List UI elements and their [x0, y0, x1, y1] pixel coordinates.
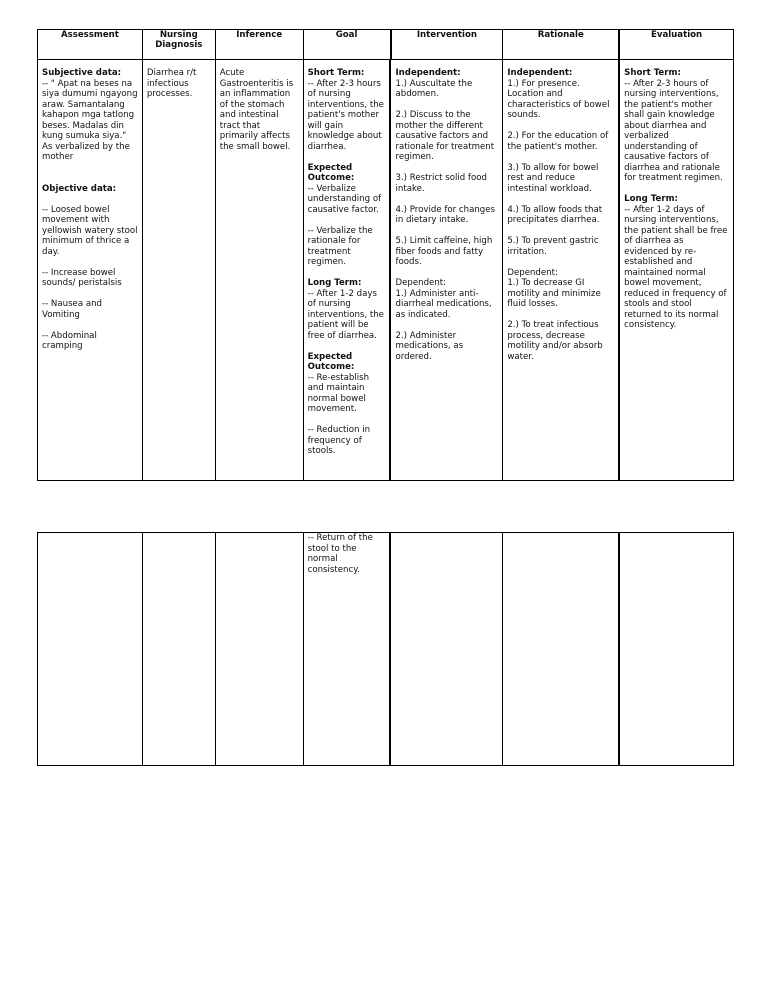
objective-item: -- Abdominal cramping [42, 330, 97, 351]
header-nursing-diagnosis: Nursing Diagnosis [143, 30, 216, 59]
evaluation-long-term-text: -- After 1-2 days of nursing interventions, the patient shall be free of diarrhea as evidenced by re-established and maintained normal bowel movement, reduced in frequency of stools and stool returned to its normal consistency. [624, 204, 728, 330]
rationale-item: 4.) To allow foods that precipitates diarrhea. [507, 204, 603, 225]
header-assessment: Assessment [38, 30, 143, 59]
header-row [38, 30, 734, 60]
goal-short-term-text: -- After 2-3 hours of nursing interventions, the patient's mother will gain knowledge about diarrhea. [307, 78, 384, 152]
care-plan-table [37, 29, 734, 481]
evaluation-short-term-label: Short Term: [624, 68, 681, 78]
objective-label: Objective data: [42, 183, 117, 194]
rationale-cell [503, 60, 620, 480]
intervention-dependent-label: Dependent: [395, 278, 447, 288]
rationale-item: 1.) For presence. Location and characteristics of bowel sounds. [507, 78, 610, 120]
intervention-item: 4.) Provide for changes in dietary intake. [395, 204, 496, 225]
intervention-independent-label: Independent: [395, 68, 461, 78]
diagnosis-cell [143, 60, 216, 480]
inference-text: Acute Gastroenteritis is an inflammation of the stomach and intestinal tract that primarily affects the small bowel. [219, 68, 294, 152]
subjective-label: Subjective data: [42, 68, 122, 78]
goal-long-term-text: -- After 1-2 days of nursing interventions, the patient will be free of diarrhea. [307, 288, 384, 341]
continuation-cell-intervention [391, 533, 503, 765]
rationale-item: 5.) To prevent gastric irritation. [507, 236, 599, 257]
goal-short-term-label: Short Term: [307, 68, 365, 78]
care-plan-continuation-table [37, 532, 734, 766]
diagnosis-text: Diarrhea r/t infectious processes. [146, 68, 197, 99]
goal-continued-text: -- Return of the stool to the normal consistency. [307, 533, 373, 575]
goal-expected-label: Expected Outcome: [307, 162, 355, 183]
objective-item: -- Nausea and Vomiting [42, 299, 103, 320]
goal-expected-item: -- Reduction in frequency of stools. [307, 425, 371, 456]
intervention-item: 1.) Administer anti-diarrheal medications, as indicated. [395, 288, 492, 320]
goal-long-term-label: Long Term: [307, 278, 362, 288]
rationale-item: 3.) To allow for bowel rest and reduce intestinal workload. [507, 162, 599, 194]
objective-item: -- Increase bowel sounds/ peristalsis [42, 267, 122, 288]
header-evaluation: Evaluation [620, 30, 734, 59]
body-row [38, 60, 734, 481]
continuation-cell-inference [216, 533, 304, 765]
evaluation-long-term-label: Long Term: [624, 194, 678, 204]
goal-expected-label: Expected Outcome: [307, 351, 355, 372]
header-inference: Inference [216, 30, 304, 59]
goal-expected-item: -- Verbalize understanding of causative factor. [307, 183, 382, 215]
intervention-item: 1.) Auscultate the abdomen. [395, 78, 473, 99]
rationale-item: 2.) To treat infectious process, decrease motility and/or absorb water. [507, 320, 603, 362]
intervention-cell [391, 60, 503, 480]
goal-expected-item: -- Re-establish and maintain normal bowel movement. [307, 372, 370, 414]
inference-cell [216, 60, 304, 480]
header-goal: Goal [304, 30, 392, 59]
rationale-dependent-label: Dependent: [507, 267, 558, 278]
intervention-item: 2.) Administer medications, as ordered. [395, 330, 464, 362]
continuation-cell-evaluation [620, 533, 734, 765]
continuation-cell-assessment [38, 533, 143, 765]
objective-item: -- Loosed bowel movement with yellowish watery stool minimum of thrice a day. [42, 204, 138, 257]
assessment-cell [38, 60, 143, 480]
goal-cell [304, 60, 392, 480]
intervention-item: 5.) Limit caffeine, high fiber foods and fatty foods. [395, 236, 493, 267]
intervention-item: 2.) Discuss to the mother the different causative factors and rationale for treatment regimen. [395, 110, 495, 162]
rationale-item: 1.) To decrease GI motility and minimize fluid losses. [507, 278, 601, 309]
evaluation-cell [620, 60, 734, 480]
subjective-text: -- " Apat na beses na siya dumumi ngayong araw. Samantalang kahapon mga tatlong beses. Madalas din kung sumuka siya." As verbalized by the mother [42, 78, 138, 162]
header-rationale: Rationale [503, 30, 620, 59]
intervention-item: 3.) Restrict solid food intake. [395, 173, 487, 194]
header-intervention: Intervention [392, 30, 504, 59]
continuation-cell-diagnosis [143, 533, 216, 765]
rationale-independent-label: Independent: [507, 68, 573, 78]
goal-expected-item: -- Verbalize the rationale for treatment regimen. [307, 225, 373, 267]
continuation-cell-goal [304, 533, 392, 765]
continuation-cell-rationale [503, 533, 620, 765]
evaluation-short-term-text: -- After 2-3 hours of nursing interventions, the patient's mother shall gain knowledge about diarrhea and verbalized understanding of causative factors of diarrhea and rationale for treatment regimen. [624, 78, 723, 183]
rationale-item: 2.) For the education of the patient's mother. [507, 131, 609, 152]
